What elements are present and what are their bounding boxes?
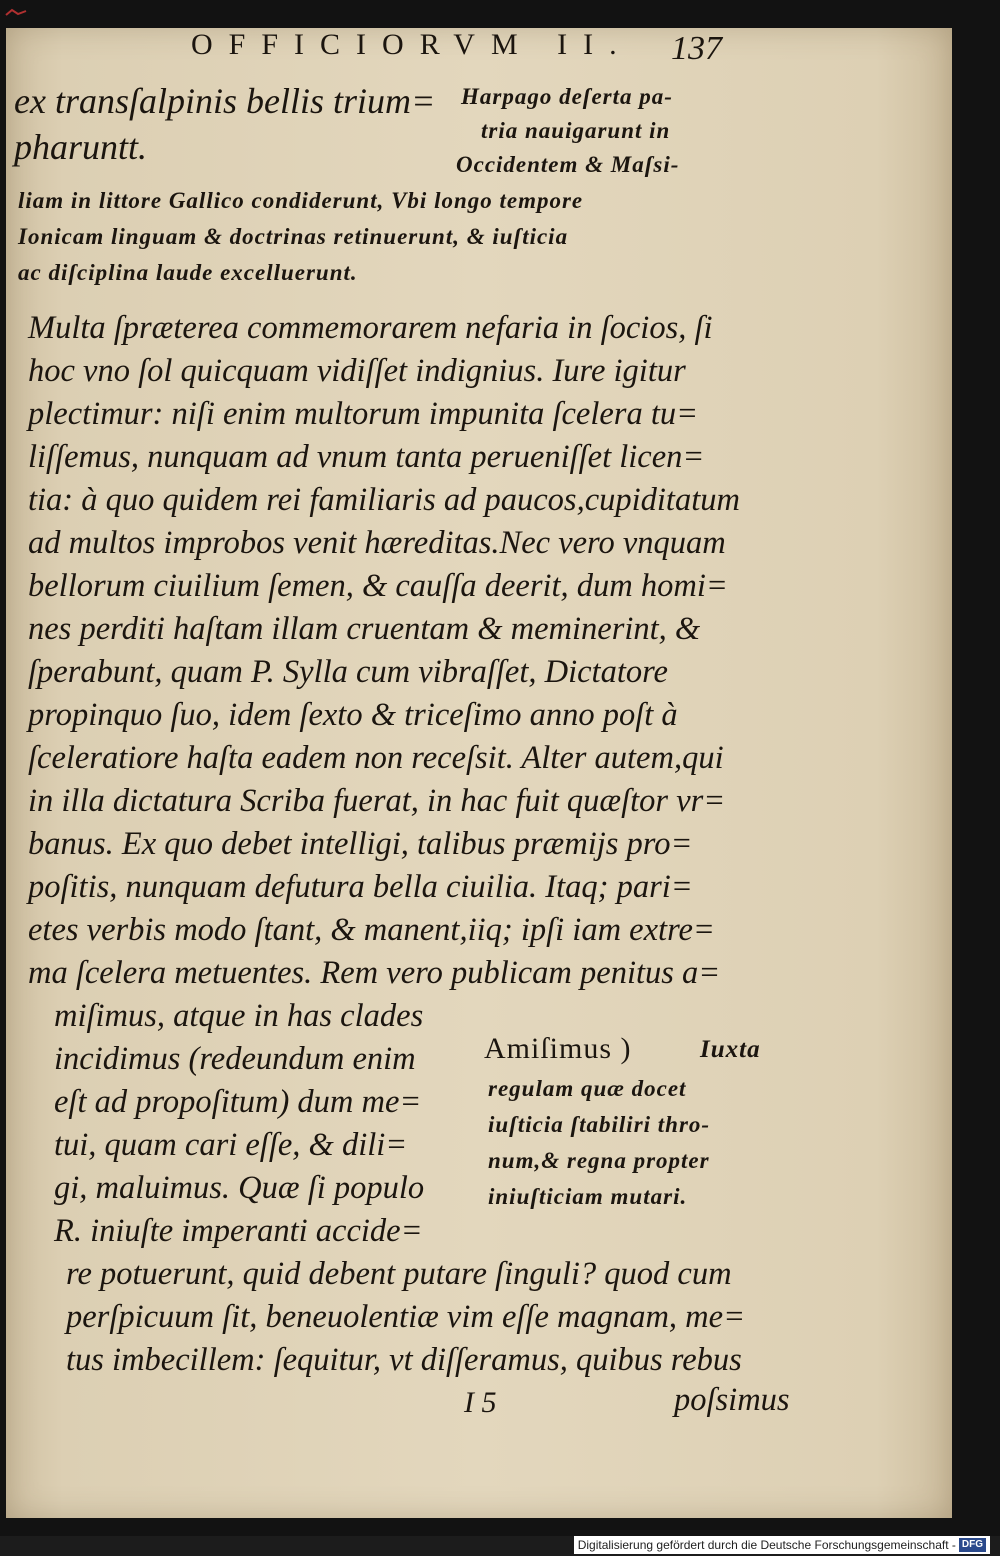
text-line: poſitis, nunquam defutura bella ciuilia. Itaq; pari= — [28, 869, 693, 905]
credit-text: Digitalisierung gefördert durch die Deutsche Forschungsgemeinschaft - — [577, 1538, 956, 1552]
text-line: ad multos improbos venit hæreditas.Nec vero vnquam — [28, 525, 726, 561]
digitization-credit — [574, 1536, 990, 1554]
text-line: pharuntt. — [14, 127, 148, 167]
marginal-note-line: iuſticia ſtabiliri thro- — [488, 1112, 711, 1137]
marginal-note-line: iniuſticiam mutari. — [488, 1184, 688, 1209]
text-line: nes perditi haſtam illam cruentam & meminerint, & — [28, 611, 701, 647]
text-line: plectimur: niſi enim multorum impunita ſcelera tu= — [28, 396, 699, 432]
marginal-note-line: ac diſciplina laude excelluerunt. — [18, 260, 358, 285]
text-line: ſceleratiore haſta eadem non receſsit. Alter autem,qui — [28, 740, 724, 776]
running-title: OFFICIORVM II. — [191, 28, 633, 61]
marginal-note-line: num,& regna propter — [488, 1148, 710, 1173]
text-line: etes verbis modo ſtant, & manent,iiq; ipſi iam extre= — [28, 912, 715, 948]
text-line: tus imbecillem: ſequitur, vt diſſeramus, quibus rebus — [66, 1342, 742, 1378]
text-line: gi, maluimus. Quæ ſi populo — [54, 1170, 425, 1206]
text-line: ſperabunt, quam P. Sylla cum vibraſſet, Dictatore — [28, 654, 668, 690]
book-page — [6, 28, 952, 1518]
text-line: R. iniuſte imperanti accide= — [54, 1213, 423, 1249]
page-number: 137 — [671, 30, 722, 67]
text-line: ex transſalpinis bellis trium= — [14, 81, 436, 121]
text-line: eſt ad propoſitum) dum me= — [54, 1084, 422, 1120]
catchword: poſsimus — [674, 1382, 790, 1418]
marginal-note-line: Harpago deſerta pa- — [461, 84, 673, 109]
text-line: banus. Ex quo debet intelligi, talibus præmijs pro= — [28, 826, 693, 862]
marginal-note-line: regulam quæ docet — [488, 1076, 687, 1101]
text-line: in illa dictatura Scriba fuerat, in hac fuit quæſtor vr= — [28, 783, 726, 819]
marginal-note-line: Occidentem & Maſsi- — [456, 152, 680, 177]
text-line: miſimus, atque in has clades — [54, 998, 424, 1034]
text-line: hoc vno ſol quicquam vidiſſet indignius. Iure igitur — [28, 353, 686, 389]
marginal-note-line: liam in littore Gallico condiderunt, Vbi longo tempore — [18, 188, 584, 213]
text-line: re potuerunt, quid debent putare ſinguli? quod cum — [66, 1256, 732, 1292]
marginal-note-line: Iuxta — [700, 1036, 761, 1063]
text-line: propinquo ſuo, idem ſexto & triceſimo anno poſt à — [28, 697, 678, 733]
note-lemma: Amiſimus ) — [484, 1032, 632, 1065]
dfg-logo: DFG — [959, 1538, 986, 1552]
text-line: ma ſcelera metuentes. Rem vero publicam penitus a= — [28, 955, 721, 991]
text-line: incidimus (redeundum enim — [54, 1041, 416, 1077]
text-line: Multa ſpræterea commemorarem nefaria in ſocios, ſi — [28, 310, 713, 346]
text-line: perſpicuum ſit, beneuolentiæ vim eſſe magnam, me= — [66, 1299, 746, 1335]
marginal-note-line: Ionicam linguam & doctrinas retinuerunt, & iuſticia — [18, 224, 569, 249]
signature-mark: I 5 — [464, 1386, 497, 1419]
scan-corner-mark — [4, 8, 30, 18]
text-line: tui, quam cari eſſe, & dili= — [54, 1127, 408, 1163]
text-line: liſſemus, nunquam ad vnum tanta perueniſſet licen= — [28, 439, 705, 475]
text-line: tia: à quo quidem rei familiaris ad paucos,cupiditatum — [28, 482, 740, 518]
text-line: bellorum ciuilium ſemen, & cauſſa deerit, dum homi= — [28, 568, 728, 604]
marginal-note-line: tria nauigarunt in — [481, 118, 671, 143]
